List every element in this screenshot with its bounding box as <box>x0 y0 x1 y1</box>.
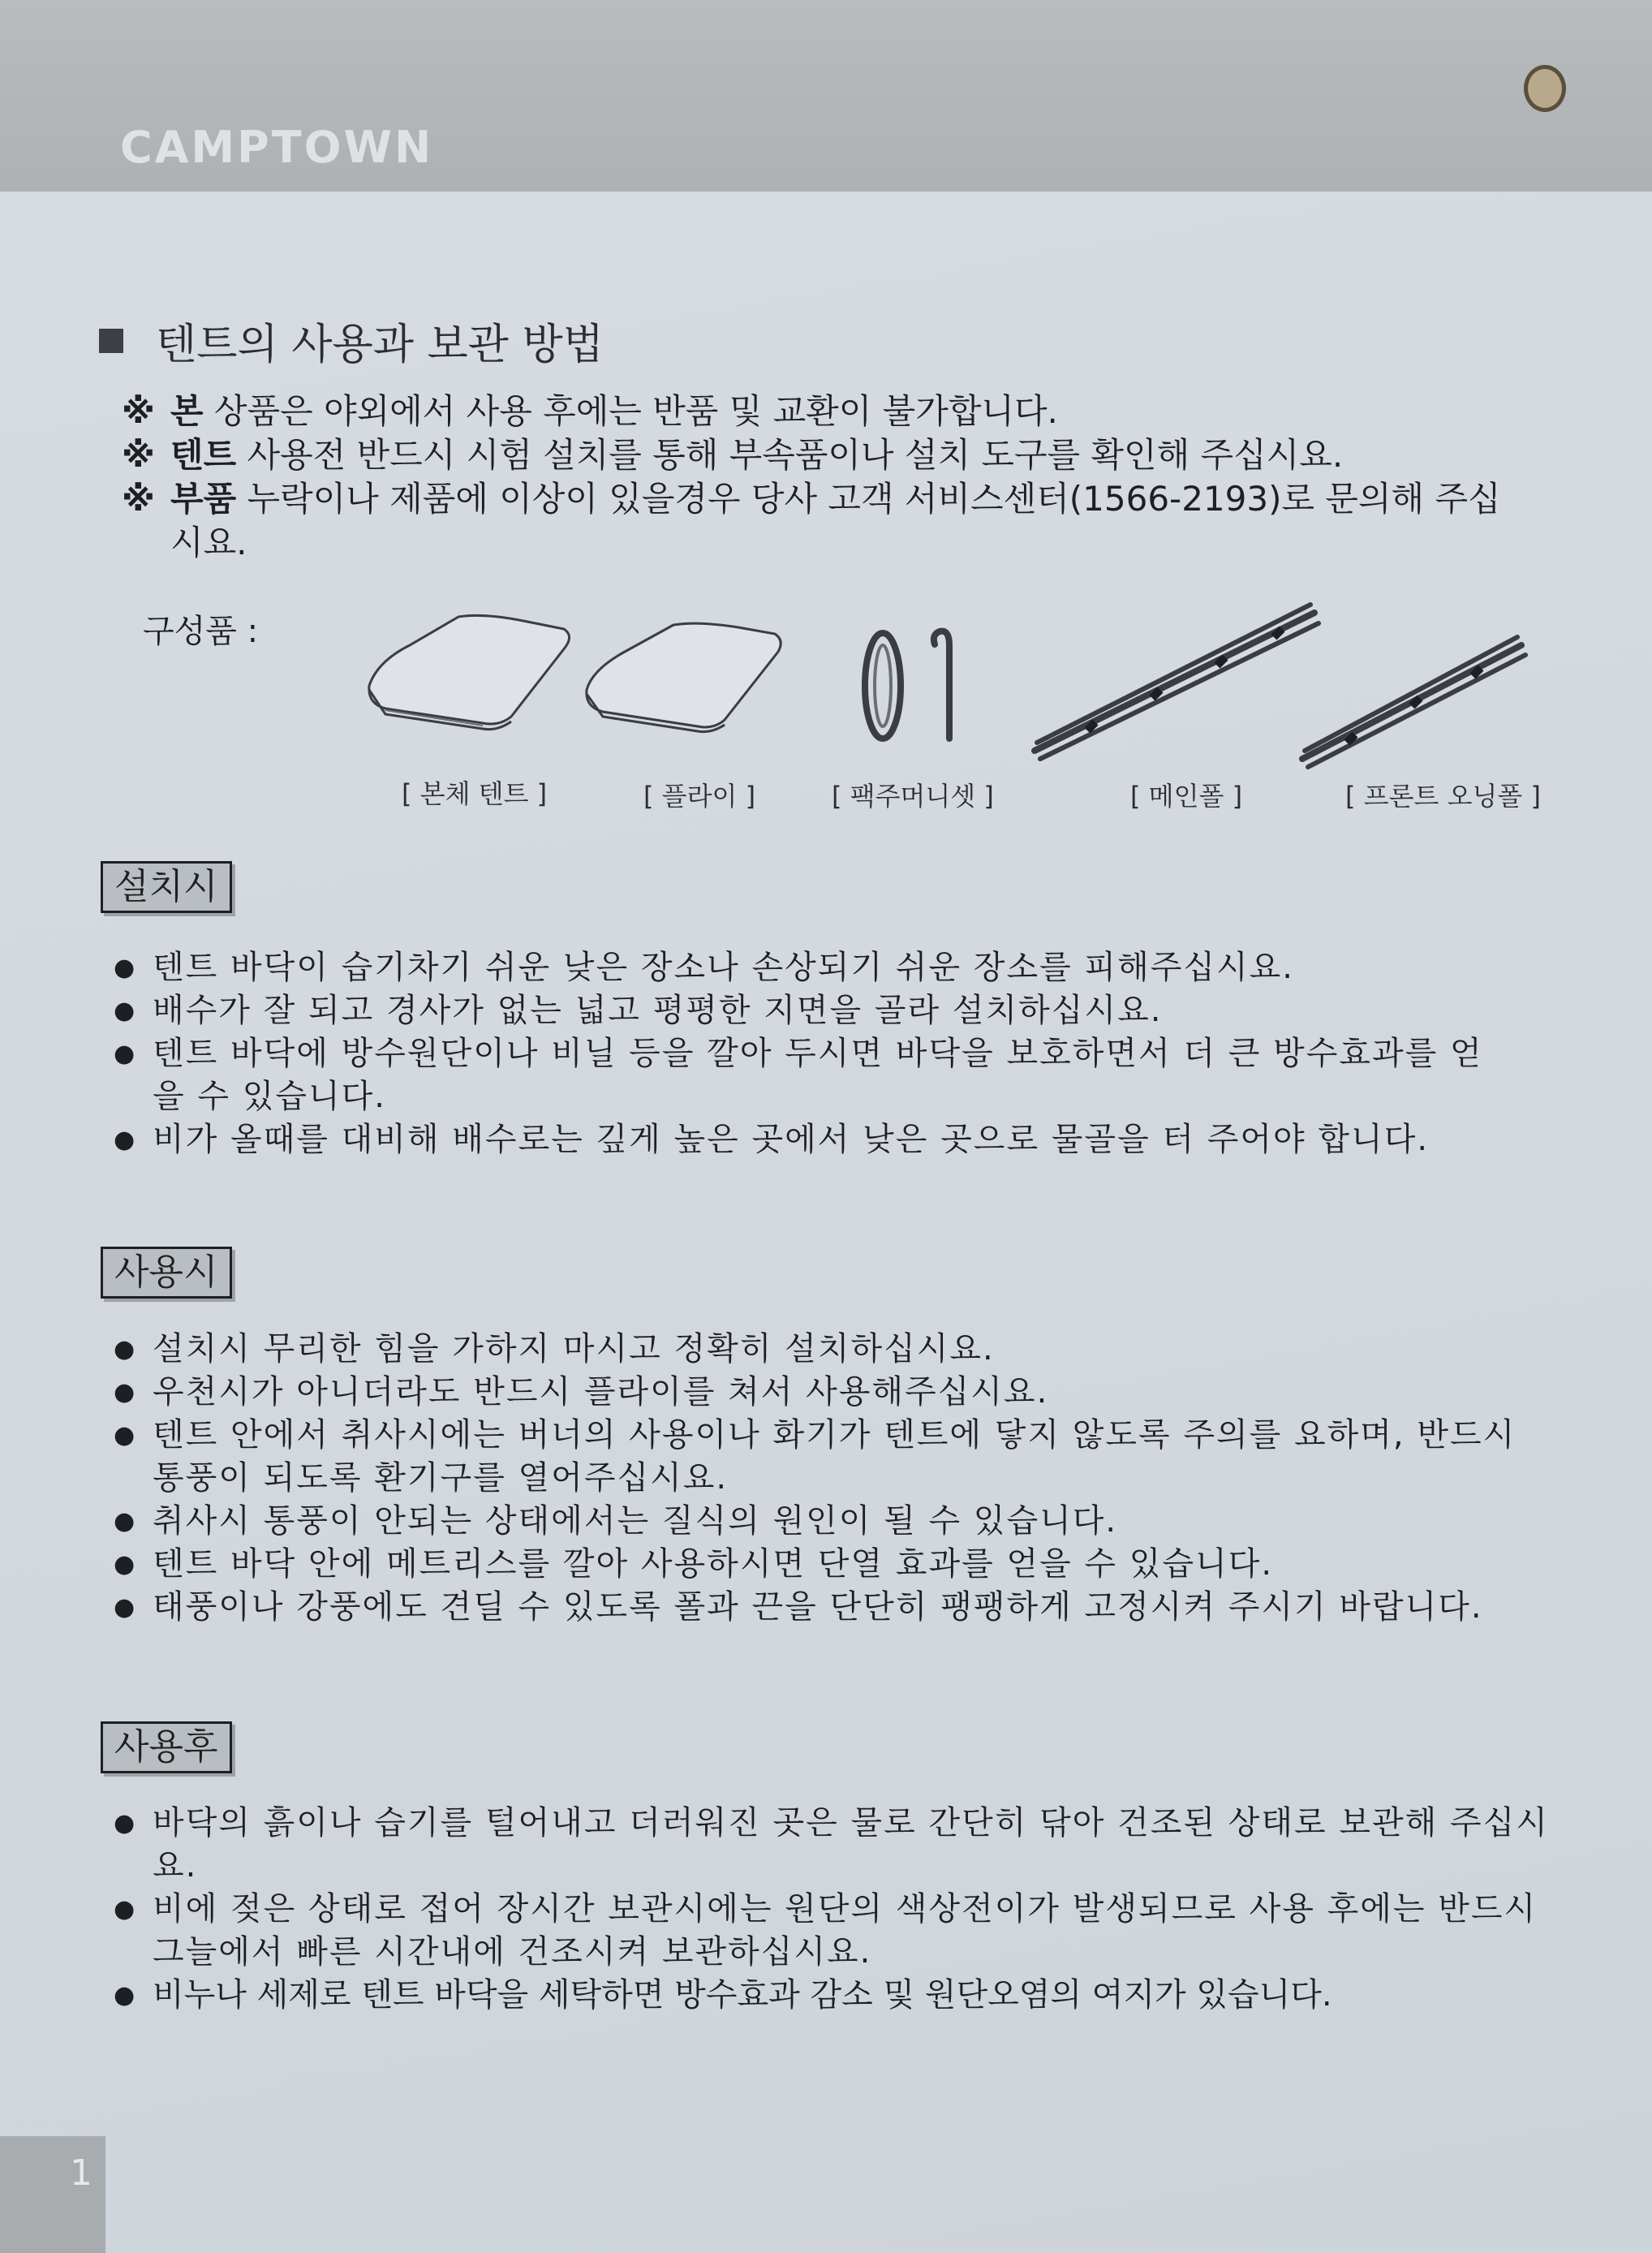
bullet-icon: ● <box>114 1335 137 1363</box>
section-heading-after-use: 사용후 <box>101 1721 232 1773</box>
tent-body-illustration <box>361 613 576 747</box>
notice-text: 누락이나 제품에 이상이 있을경우 당사 고객 서비스센터(1566-2193)로 문의해 주십시요. <box>170 479 1501 562</box>
notice-keyword: 텐트 <box>170 435 237 475</box>
notice-keyword: 본 <box>170 391 204 431</box>
binder-hole <box>1524 65 1566 112</box>
notice-text: 상품은 야외에서 사용 후에는 반품 및 교환이 불가합니다. <box>203 391 1058 431</box>
page-number: 1 <box>70 2152 92 2194</box>
bullet-icon: ● <box>114 1895 137 1923</box>
bullet-icon: ● <box>114 1593 137 1622</box>
list-item: ● 우천시가 아니더라도 반드시 플라이를 쳐서 사용해주십시요. <box>114 1371 1582 1414</box>
list-item: ● 바닥의 흙이나 습기를 털어내고 더러워진 곳은 물로 간단히 닦아 건조된 상태로 보관해 주십시요. <box>114 1802 1582 1888</box>
bullet-icon: ● <box>114 1981 137 2010</box>
component-caption: [ 메인폴 ] <box>1130 781 1243 812</box>
list-item: ● 설치시 무리한 힘을 가하지 마시고 정확히 설치하십시요. <box>114 1328 1582 1371</box>
list-item: ● 텐트 안에서 취사시에는 버너의 사용이나 화기가 텐트에 닿지 않도록 주의를 요하며, 반드시 통풍이 되도록 환기구를 열어주십시요. <box>114 1414 1582 1500</box>
peg-bag-set-illustration <box>852 625 966 747</box>
install-list <box>114 946 1582 1161</box>
notice-mark: ※ <box>122 391 155 431</box>
fly-illustration <box>580 621 791 751</box>
page-title-text: 텐트의 사용과 보관 방법 <box>156 321 604 369</box>
notice-text: 사용전 반드시 시험 설치를 통해 부속품이나 설치 도구를 확인해 주십시요. <box>236 435 1344 475</box>
notice-keyword: 부품 <box>170 479 237 519</box>
notice-list <box>122 390 1517 565</box>
bullet-icon: ● <box>114 1507 137 1536</box>
list-item: ● 텐트 바닥이 습기차기 쉬운 낮은 장소나 손상되기 쉬운 장소를 피해주십시요. <box>114 946 1582 989</box>
component-caption: [ 팩주머니셋 ] <box>832 781 994 812</box>
bullet-icon: ● <box>114 1378 137 1407</box>
list-item: ● 태풍이나 강풍에도 견딜 수 있도록 폴과 끈을 단단히 팽팽하게 고정시켜 주시기 바랍니다. <box>114 1586 1582 1629</box>
list-item: ● 비누나 세제로 텐트 바닥을 세탁하면 방수효과 감소 및 원단오염의 여지가 있습니다. <box>114 1974 1582 2017</box>
list-item: ● 취사시 통풍이 안되는 상태에서는 질식의 원인이 될 수 있습니다. <box>114 1500 1582 1543</box>
after-use-list <box>114 1802 1582 2017</box>
notice-item <box>122 433 1517 477</box>
bullet-icon: ● <box>114 1550 137 1579</box>
notice-mark: ※ <box>122 435 155 475</box>
list-item: ● 텐트 바닥 안에 메트리스를 깔아 사용하시면 단열 효과를 얻을 수 있습니다. <box>114 1543 1582 1586</box>
list-item: ● 비에 젖은 상태로 접어 장시간 보관시에는 원단의 색상전이가 발생되므로 사용 후에는 반드시 그늘에서 빠른 시간내에 건조시켜 보관하십시요. <box>114 1888 1582 1974</box>
section-heading-install: 설치시 <box>101 861 232 913</box>
section-heading-use: 사용시 <box>101 1247 232 1299</box>
use-list <box>114 1328 1582 1629</box>
notice-item <box>122 477 1517 565</box>
component-caption: [ 플라이 ] <box>643 781 756 812</box>
notice-item <box>122 390 1517 433</box>
list-item: ● 배수가 잘 되고 경사가 없는 넓고 평평한 지면을 골라 설치하십시요. <box>114 989 1582 1032</box>
list-item: ● 텐트 바닥에 방수원단이나 비닐 등을 깔아 두시면 바닥을 보호하면서 더 큰 방수효과를 얻을 수 있습니다. <box>114 1032 1582 1118</box>
main-pole-illustration <box>1030 601 1323 763</box>
list-item: ● 비가 올때를 대비해 배수로는 깊게 높은 곳에서 낮은 곳으로 물골을 터 주어야 합니다. <box>114 1118 1582 1161</box>
bullet-icon: ● <box>114 1809 137 1837</box>
bullet-icon: ● <box>114 1126 137 1154</box>
components-label: 구성품 : <box>143 613 259 650</box>
front-awning-pole-illustration <box>1298 629 1529 771</box>
bullet-icon: ● <box>114 954 137 982</box>
component-caption: [ 본체 텐트 ] <box>402 778 548 809</box>
brand-logo: CAMPTOWN <box>120 122 434 173</box>
component-caption: [ 프론트 오닝폴 ] <box>1345 781 1541 812</box>
notice-mark: ※ <box>122 479 155 519</box>
page-title <box>99 310 604 371</box>
bullet-icon: ● <box>114 997 137 1025</box>
bullet-icon: ● <box>114 1040 137 1068</box>
bullet-icon: ● <box>114 1421 137 1450</box>
square-bullet-icon <box>99 329 123 353</box>
